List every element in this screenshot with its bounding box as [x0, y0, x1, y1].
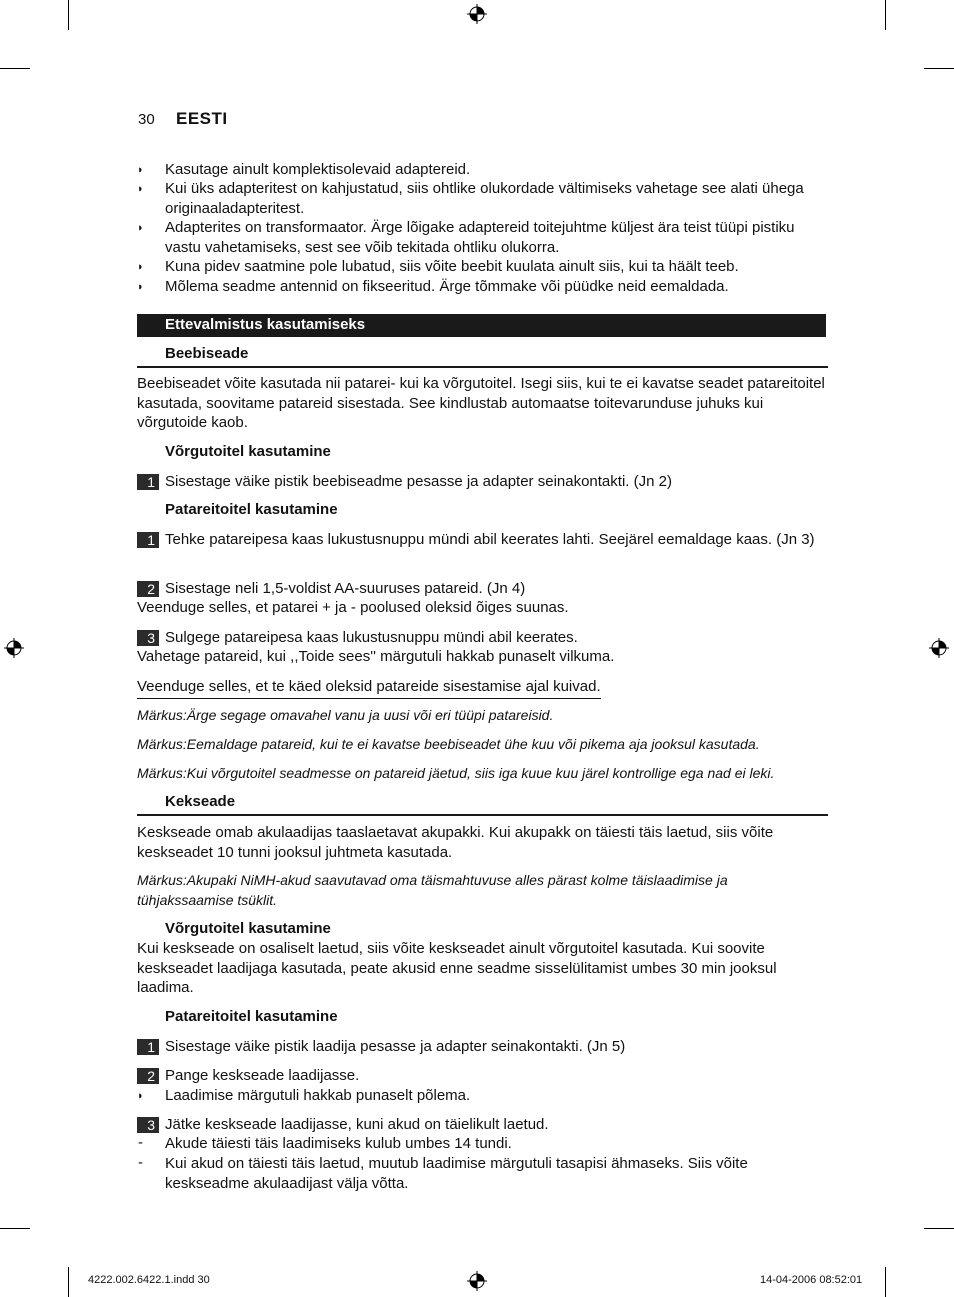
note-label: Märkus:: [137, 736, 187, 752]
safety-bullet: Kuna pidev saatmine pole lubatud, siis võite beebit kuulata ainult siis, kui ta häält teeb.: [165, 258, 739, 275]
safety-bullet: Kasutage ainult komplektisolevaid adaptereid.: [165, 161, 471, 178]
baby-battery-step: Tehke patareipesa kaas lukustusnuppu mündi abil keerates lahti. Seejärel eemaldage kaas. (Jn 3): [165, 531, 815, 548]
step-number: 2: [137, 1068, 159, 1084]
step-number: 1: [137, 474, 159, 490]
dash-item: Akude täiesti täis laadimiseks kulub umbes 14 tundi.: [165, 1135, 512, 1152]
bullet-icon: ◗: [137, 281, 144, 293]
step-number: 3: [137, 630, 159, 646]
parent-battery-heading: Patareitoitel kasutamine: [165, 1008, 338, 1025]
step-number: 1: [137, 532, 159, 548]
note-text: Akupaki NiMH-akud saavutavad oma täismahtuvuse alles pärast kolme täislaadimise ja tühjakssaamise tsüklit.: [137, 872, 728, 908]
registration-mark-icon: [929, 638, 949, 658]
note: [137, 871, 827, 910]
bullet-icon: ◗: [137, 1090, 144, 1102]
parent-unit-heading: Kekseade: [165, 793, 236, 810]
note-label: Märkus:: [137, 872, 187, 888]
crop-mark: [68, 0, 69, 30]
crop-mark: [924, 68, 954, 69]
note-text: Ärge segage omavahel vanu ja uusi või eri tüüpi patareisid.: [186, 707, 554, 723]
footer-file: 4222.002.6422.1.indd 30: [88, 1274, 210, 1286]
baby-battery-heading: Patareitoitel kasutamine: [165, 501, 338, 518]
step-number: 3: [137, 1117, 159, 1133]
baby-unit-heading: Beebiseade: [165, 345, 249, 362]
heading-rule: [137, 366, 828, 368]
bullet-icon: ◗: [137, 183, 144, 195]
note-text: Eemaldage patareid, kui te ei kavatse beebiseadet ühe kuu või pikema aja jooksul kasutada.: [186, 736, 760, 752]
note: [137, 764, 827, 784]
safety-bullet: Adapterites on transformaator. Ärge lõigake adaptereid toitejuhtme küljest ära teist tüüpi pistiku vastu vahetamiseks, sest see võib tekitada ohtliku olukorra.: [165, 219, 795, 256]
heading-rule: [137, 814, 828, 816]
safety-bullet: Kui üks adapteritest on kahjustatud, siis ohtlike olukordade vältimiseks vahetage see alati ühega originaaladapteritest.: [165, 180, 804, 217]
step-subtext: Veenduge selles, et patarei + ja - poolused oleksid õiges suunas.: [137, 599, 569, 616]
dash-marker: -: [138, 1154, 143, 1171]
bullet-icon: ◗: [137, 222, 144, 234]
baby-mains-heading: Võrgutoitel kasutamine: [165, 443, 331, 460]
step-result-bullet: Laadimise märgutuli hakkab punaselt põlema.: [165, 1087, 471, 1104]
bullet-icon: ◗: [137, 164, 144, 176]
note-text: Kui võrgutoitel seadmesse on patareid jäetud, siis iga kuue kuu järel kontrollige ega nad ei leki.: [186, 765, 775, 781]
crop-mark: [0, 1228, 30, 1229]
note-label: Märkus:: [137, 707, 187, 723]
dash-marker: -: [138, 1134, 143, 1151]
safety-bullet: Mõlema seadme antennid on fikseeritud. Ärge tõmmake või püüdke neid eemaldada.: [165, 278, 729, 295]
baby-battery-step: Sisestage neli 1,5-voldist AA-suuruses patareid. (Jn 4): [165, 580, 526, 597]
parent-unit-intro: Keskseade omab akulaadijas taaslaetavat akupakki. Kui akupakk on täiesti täis laetud, siis võite keskseadet 10 tunni jooksul juhtmeta kasutada.: [137, 824, 774, 861]
baby-battery-step: Sulgege patareipesa kaas lukustusnuppu mündi abil keerates.: [165, 629, 578, 646]
registration-mark-icon: [467, 1271, 487, 1291]
parent-mains-text: Kui keskseade on osaliselt laetud, siis võite keskseadet ainult võrgutoitel kasutada. Kui soovite keskseadet laadijaga kasutada, peate akusid enne seadme sisselülitamist umbes 30 min jooksul laadima.: [137, 940, 777, 996]
crop-mark: [0, 68, 30, 69]
bullet-icon: ◗: [137, 261, 144, 273]
registration-mark-icon: [467, 4, 487, 24]
step-number: 2: [137, 581, 159, 597]
baby-unit-intro: Beebiseadet võite kasutada nii patarei- kui ka võrgutoitel. Isegi siis, kui te ei kavatse seadet patareitoitel kasutada, soovitame patareid sisestada. See kindlustab automaatse toitevarunduse juhuks kui võrgutoide kaob.: [137, 375, 825, 431]
language-label: EESTI: [176, 109, 228, 128]
registration-mark-icon: [4, 638, 24, 658]
section-title: Ettevalmistus kasutamiseks: [165, 316, 366, 333]
note: [137, 706, 827, 726]
parent-step: Sisestage väike pistik laadija pesasse ja adapter seinakontakti. (Jn 5): [165, 1038, 626, 1055]
page-number: 30: [138, 111, 155, 128]
dry-hands-warning: Veenduge selles, et te käed oleksid patareide sisestamise ajal kuivad.: [137, 677, 601, 699]
step-number: 1: [137, 1039, 159, 1055]
parent-step: Pange keskseade laadijasse.: [165, 1067, 360, 1084]
note-label: Märkus:: [137, 765, 187, 781]
parent-step: Jätke keskseade laadijasse, kuni akud on täielikult laetud.: [165, 1116, 549, 1133]
parent-mains-heading: Võrgutoitel kasutamine: [165, 920, 331, 937]
crop-mark: [885, 0, 886, 30]
baby-mains-step: Sisestage väike pistik beebiseadme pesasse ja adapter seinakontakti. (Jn 2): [165, 473, 672, 490]
step-subtext: Vahetage patareid, kui ,,Toide sees'' märgutuli hakkab punaselt vilkuma.: [137, 648, 615, 665]
dash-item: Kui akud on täiesti täis laetud, muutub laadimise märgutuli tasapisi ähmaseks. Siis võite keskseadme akulaadijast välja võtta.: [165, 1155, 748, 1192]
footer-timestamp: 14-04-2006 08:52:01: [760, 1274, 863, 1286]
note: [137, 735, 827, 755]
crop-mark: [885, 1267, 886, 1297]
crop-mark: [68, 1267, 69, 1297]
crop-mark: [924, 1228, 954, 1229]
